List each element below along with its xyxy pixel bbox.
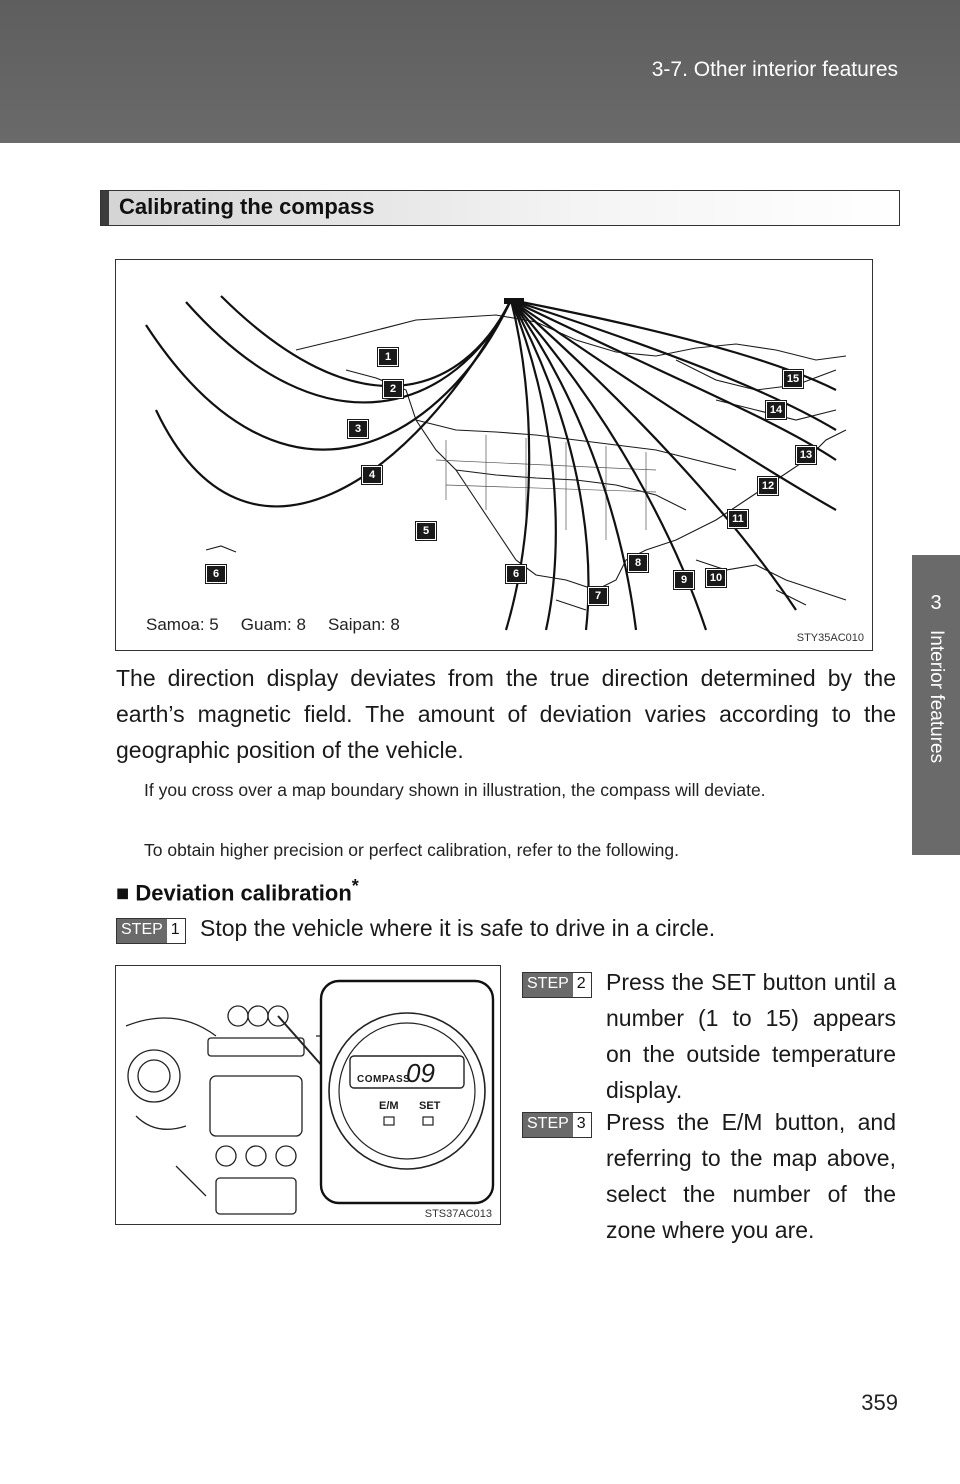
zone-badge-8: 8 — [628, 554, 648, 572]
zone-badge-6: 6 — [506, 565, 526, 583]
zone-badge-12: 12 — [758, 477, 778, 495]
compass-display-value: 09 — [406, 1058, 435, 1088]
zone-legend-guam: Guam: 8 — [240, 615, 306, 634]
zone-badge-13: 13 — [796, 446, 816, 464]
compass-display-label: COMPASS — [357, 1074, 411, 1085]
section-heading — [100, 190, 900, 226]
dashboard-figure-id: STS37AC013 — [424, 1208, 492, 1220]
zone-badge-11: 11 — [728, 510, 748, 528]
zone-badge-6: 6 — [206, 565, 226, 583]
zone-badge-3: 3 — [348, 420, 368, 438]
zone-map-illustration — [116, 260, 872, 650]
page-number: 359 — [861, 1390, 898, 1415]
chapter-label: Interior features — [926, 630, 947, 764]
zone-badge-9: 9 — [674, 571, 694, 589]
step-3-word: STEP — [523, 1113, 573, 1137]
step-3-badge — [522, 1112, 592, 1138]
square-bullet-icon: ■ — [116, 880, 136, 906]
page-header — [0, 0, 960, 143]
zone-badge-2: 2 — [383, 380, 403, 398]
chapter-title: 3-7. Other interior features — [651, 58, 898, 81]
zone-badge-14: 14 — [766, 401, 786, 419]
step-2-word: STEP — [523, 973, 573, 997]
chapter-number: 3 — [930, 592, 942, 614]
em-button-label: E/M — [379, 1100, 399, 1112]
zone-badge-1: 1 — [378, 348, 398, 366]
step-3-number: 3 — [573, 1113, 591, 1137]
step-3-text: Press the E/M button, and referring to the map above, select the number of the zone where you are. — [606, 1109, 896, 1243]
step-2-badge — [522, 972, 592, 998]
step-2-number: 2 — [573, 973, 591, 997]
dashboard-illustration — [115, 965, 501, 1225]
step-1-text: Stop the vehicle where it is safe to drive in a circle. — [200, 915, 716, 941]
section-title: Calibrating the compass — [119, 194, 375, 219]
compass-zone-map — [115, 259, 873, 651]
dashboard-drawing — [116, 966, 500, 1224]
zone-legend — [146, 615, 400, 635]
zone-badge-10: 10 — [706, 569, 726, 587]
map-figure-id: STY35AC010 — [796, 632, 864, 644]
zone-badge-5: 5 — [416, 522, 436, 540]
deviation-heading-text: Deviation calibration — [135, 880, 352, 906]
set-button-label: SET — [419, 1100, 441, 1112]
step-1-badge — [116, 918, 186, 944]
note-precision: To obtain higher precision or perfect calibration, refer to the following. — [144, 840, 680, 860]
zone-legend-saipan: Saipan: 8 — [327, 615, 400, 634]
intro-paragraph: The direction display deviates from the true direction determined by the earth’s magnetic field. The amount of deviation varies according to the geographic position of the vehicle. — [116, 665, 896, 763]
zone-badge-7: 7 — [588, 587, 608, 605]
step-2-text: Press the SET button until a number (1 to 15) appears on the outside temperature display. — [606, 969, 896, 1103]
step-1-number: 1 — [167, 919, 185, 943]
footnote-marker: * — [351, 876, 359, 896]
zone-badge-4: 4 — [362, 466, 382, 484]
zone-badge-15: 15 — [783, 370, 803, 388]
deviation-heading — [116, 876, 359, 906]
note-boundary: If you cross over a map boundary shown in illustration, the compass will deviate. — [144, 780, 766, 800]
zone-legend-samoa: Samoa: 5 — [146, 615, 219, 634]
step-1-word: STEP — [117, 919, 167, 943]
